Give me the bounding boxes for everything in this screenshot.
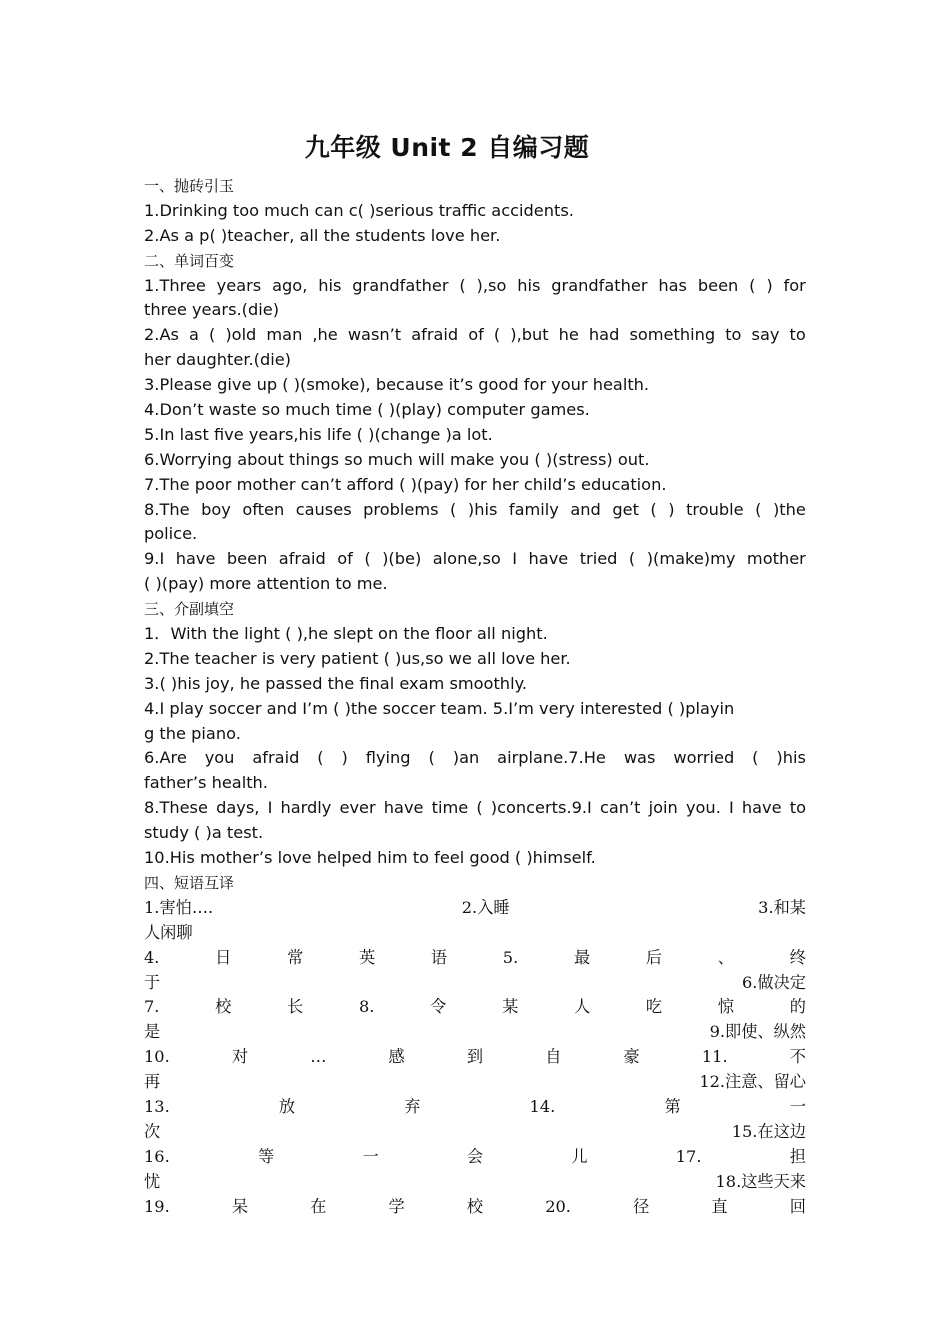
question-3-6-7-line-a: 6.Are you afraid ( ) flying ( )an airplane.7.He was worried ( )his — [144, 748, 806, 768]
phrase-item: 一 — [789, 1096, 806, 1116]
phrase-item: 校 — [215, 997, 232, 1017]
phrase-item: 语 — [430, 947, 448, 967]
phrase-item: 15.在这边 — [731, 1121, 806, 1141]
question-2-2-line-b: her daughter.(die) — [144, 350, 291, 370]
question-2-3: 3.Please give up ( )(smoke), because it’s good for your health. — [144, 375, 650, 395]
question-3-1: 1．With the light ( ),he slept on the floor all night. — [144, 624, 548, 644]
question-2-7: 7.The poor mother can’t afford ( )(pay) for her child’s education. — [144, 474, 667, 494]
phrase-item: 3.和某 — [758, 897, 806, 917]
phrase-item: 等 — [258, 1146, 275, 1166]
question-2-2-line-a: 2.As a ( )old man ,he wasn’t afraid of ( ),but he had something to say to — [144, 325, 806, 345]
question-2-5: 5.In last five years,his life ( )(change )a lot. — [144, 424, 493, 444]
phrase-item: 于 — [144, 972, 161, 992]
phrase-item: 7. — [144, 997, 160, 1017]
phrase-item: 8. — [358, 997, 375, 1017]
phrase-item: 儿 — [571, 1146, 588, 1166]
phrase-item: 不 — [789, 1047, 806, 1067]
phrase-row-5-a — [144, 1095, 806, 1120]
section-heading-3: 三、介副填空 — [144, 600, 235, 619]
phrase-item: 到 — [466, 1047, 484, 1067]
phrase-item: … — [310, 1047, 327, 1067]
phrase-item: 最 — [573, 947, 591, 967]
phrase-item: 长 — [287, 997, 304, 1017]
phrase-item: 6.做决定 — [741, 972, 806, 992]
question-2-1-line-b: three years.(die) — [144, 300, 280, 320]
phrase-item: 终 — [789, 947, 806, 967]
phrase-row-6-b — [144, 1170, 806, 1195]
section-heading-1: 一、抛砖引玉 — [144, 177, 235, 195]
phrase-row-7-a — [144, 1195, 806, 1220]
phrase-item: 13. — [144, 1096, 170, 1116]
phrase-item: 的 — [789, 997, 806, 1017]
phrase-item: 弃 — [404, 1096, 421, 1116]
question-2-6: 6.Worrying about things so much will make you ( )(stress) out. — [144, 449, 650, 469]
phrase-item: 忧 — [144, 1171, 161, 1191]
section-heading-4: 四、短语互译 — [144, 873, 235, 892]
phrase-item: 令 — [430, 997, 447, 1017]
phrase-item: 人闲聊 — [144, 922, 193, 942]
phrase-item: 16. — [144, 1146, 170, 1166]
question-3-2: 2.The teacher is very patient ( )us,so we all love her. — [144, 648, 571, 668]
phrase-item: 人 — [573, 997, 591, 1017]
phrase-item: 某 — [502, 997, 519, 1017]
phrase-item: 次 — [144, 1121, 161, 1141]
phrase-translation-list — [144, 896, 806, 1220]
phrase-row-4-b — [144, 1070, 806, 1095]
phrase-item: 径 — [633, 1196, 650, 1216]
page-title: 九年级 Unit 2 自编习题 — [304, 133, 590, 162]
phrase-item: 放 — [278, 1096, 296, 1116]
question-2-1-line-a: 1.Three years ago, his grandfather ( ),so his grandfather has been ( ) for — [144, 275, 806, 295]
phrase-item: 后 — [645, 947, 663, 967]
phrase-item: 5. — [502, 947, 519, 967]
phrase-item: 再 — [144, 1072, 161, 1092]
phrase-item: 直 — [711, 1196, 728, 1216]
phrase-row-2-a — [144, 946, 806, 971]
phrase-item: 担 — [789, 1146, 806, 1166]
phrase-row-6-a — [144, 1145, 806, 1170]
question-3-8-9-line-b: study ( )a test. — [144, 823, 264, 843]
phrase-item: 一 — [362, 1146, 379, 1166]
phrase-item: 4. — [144, 947, 160, 967]
question-2-8-line-b: police. — [144, 524, 198, 544]
phrase-row-3-a — [144, 995, 806, 1020]
phrase-item: 常 — [287, 947, 304, 967]
question-3-6-7-line-b: father’s health. — [144, 773, 268, 793]
question-2-4: 4.Don’t waste so much time ( )(play) computer games. — [144, 400, 590, 420]
document-body — [144, 174, 806, 1219]
question-2-9-line-a: 9.I have been afraid of ( )(be) alone,so I have tried ( )(make)my mother — [144, 549, 806, 569]
phrase-item: 2.入睡 — [461, 897, 510, 917]
phrase-item: 会 — [466, 1146, 484, 1166]
question-3-10: 10.His mother’s love helped him to feel good ( )himself. — [144, 848, 596, 868]
phrase-item: 是 — [144, 1022, 161, 1042]
question-1-2: 2.As a p( )teacher, all the students love her. — [144, 225, 501, 245]
question-3-4-5-line-a: 4.I play soccer and I’m ( )the soccer team. 5.I’m very interested ( )playin — [144, 698, 735, 718]
question-3-4-5-line-b: g the piano. — [144, 723, 241, 743]
phrase-row-3-b — [144, 1020, 806, 1045]
section-heading-2: 二、单词百变 — [144, 251, 235, 270]
phrase-item: 英 — [358, 947, 376, 967]
phrase-item: 9.即使、纵然 — [709, 1022, 806, 1042]
phrase-item: 感 — [388, 1047, 405, 1067]
phrase-item: 1.害怕…. — [144, 897, 214, 917]
question-3-3: 3.( )his joy, he passed the final exam smoothly. — [144, 673, 527, 693]
phrase-item: 吃 — [645, 997, 663, 1017]
question-2-8-line-a: 8.The boy often causes problems ( )his family and get ( ) trouble ( )the — [144, 499, 806, 519]
phrase-item: 呆 — [231, 1196, 249, 1216]
phrase-item: 12.注意、留心 — [699, 1072, 806, 1092]
phrase-row-2-b — [144, 971, 806, 996]
phrase-item: 17. — [675, 1146, 702, 1166]
phrase-item: 回 — [789, 1196, 806, 1216]
phrase-item: 日 — [215, 947, 232, 967]
question-3-8-9-line-a: 8.These days, I hardly ever have time ( )concerts.9.I can’t join you. I have to — [144, 798, 806, 818]
phrase-item: 14. — [529, 1096, 556, 1116]
phrase-item: 第 — [664, 1096, 681, 1116]
phrase-item: 豪 — [623, 1047, 640, 1067]
question-1-1: 1.Drinking too much can c( )serious traffic accidents. — [144, 200, 574, 220]
phrase-item: 19. — [144, 1196, 170, 1216]
question-2-9-line-b: ( )(pay) more attention to me. — [144, 574, 388, 594]
phrase-row-4-a — [144, 1045, 806, 1070]
phrase-item: 校 — [466, 1196, 484, 1216]
phrase-item: 惊 — [717, 997, 734, 1017]
phrase-item: 10. — [144, 1047, 170, 1067]
phrase-item: 自 — [545, 1047, 562, 1067]
phrase-row-5-b — [144, 1120, 806, 1145]
phrase-item: 11. — [701, 1047, 728, 1067]
phrase-item: 20. — [545, 1196, 571, 1216]
phrase-item: 18.这些天来 — [715, 1171, 806, 1191]
phrase-item: 对 — [231, 1047, 249, 1067]
phrase-item: 学 — [388, 1196, 405, 1216]
phrase-row-1-b — [144, 921, 806, 946]
phrase-row-1-a — [144, 896, 806, 921]
phrase-item: 在 — [310, 1196, 327, 1216]
phrase-item: 、 — [717, 947, 734, 967]
